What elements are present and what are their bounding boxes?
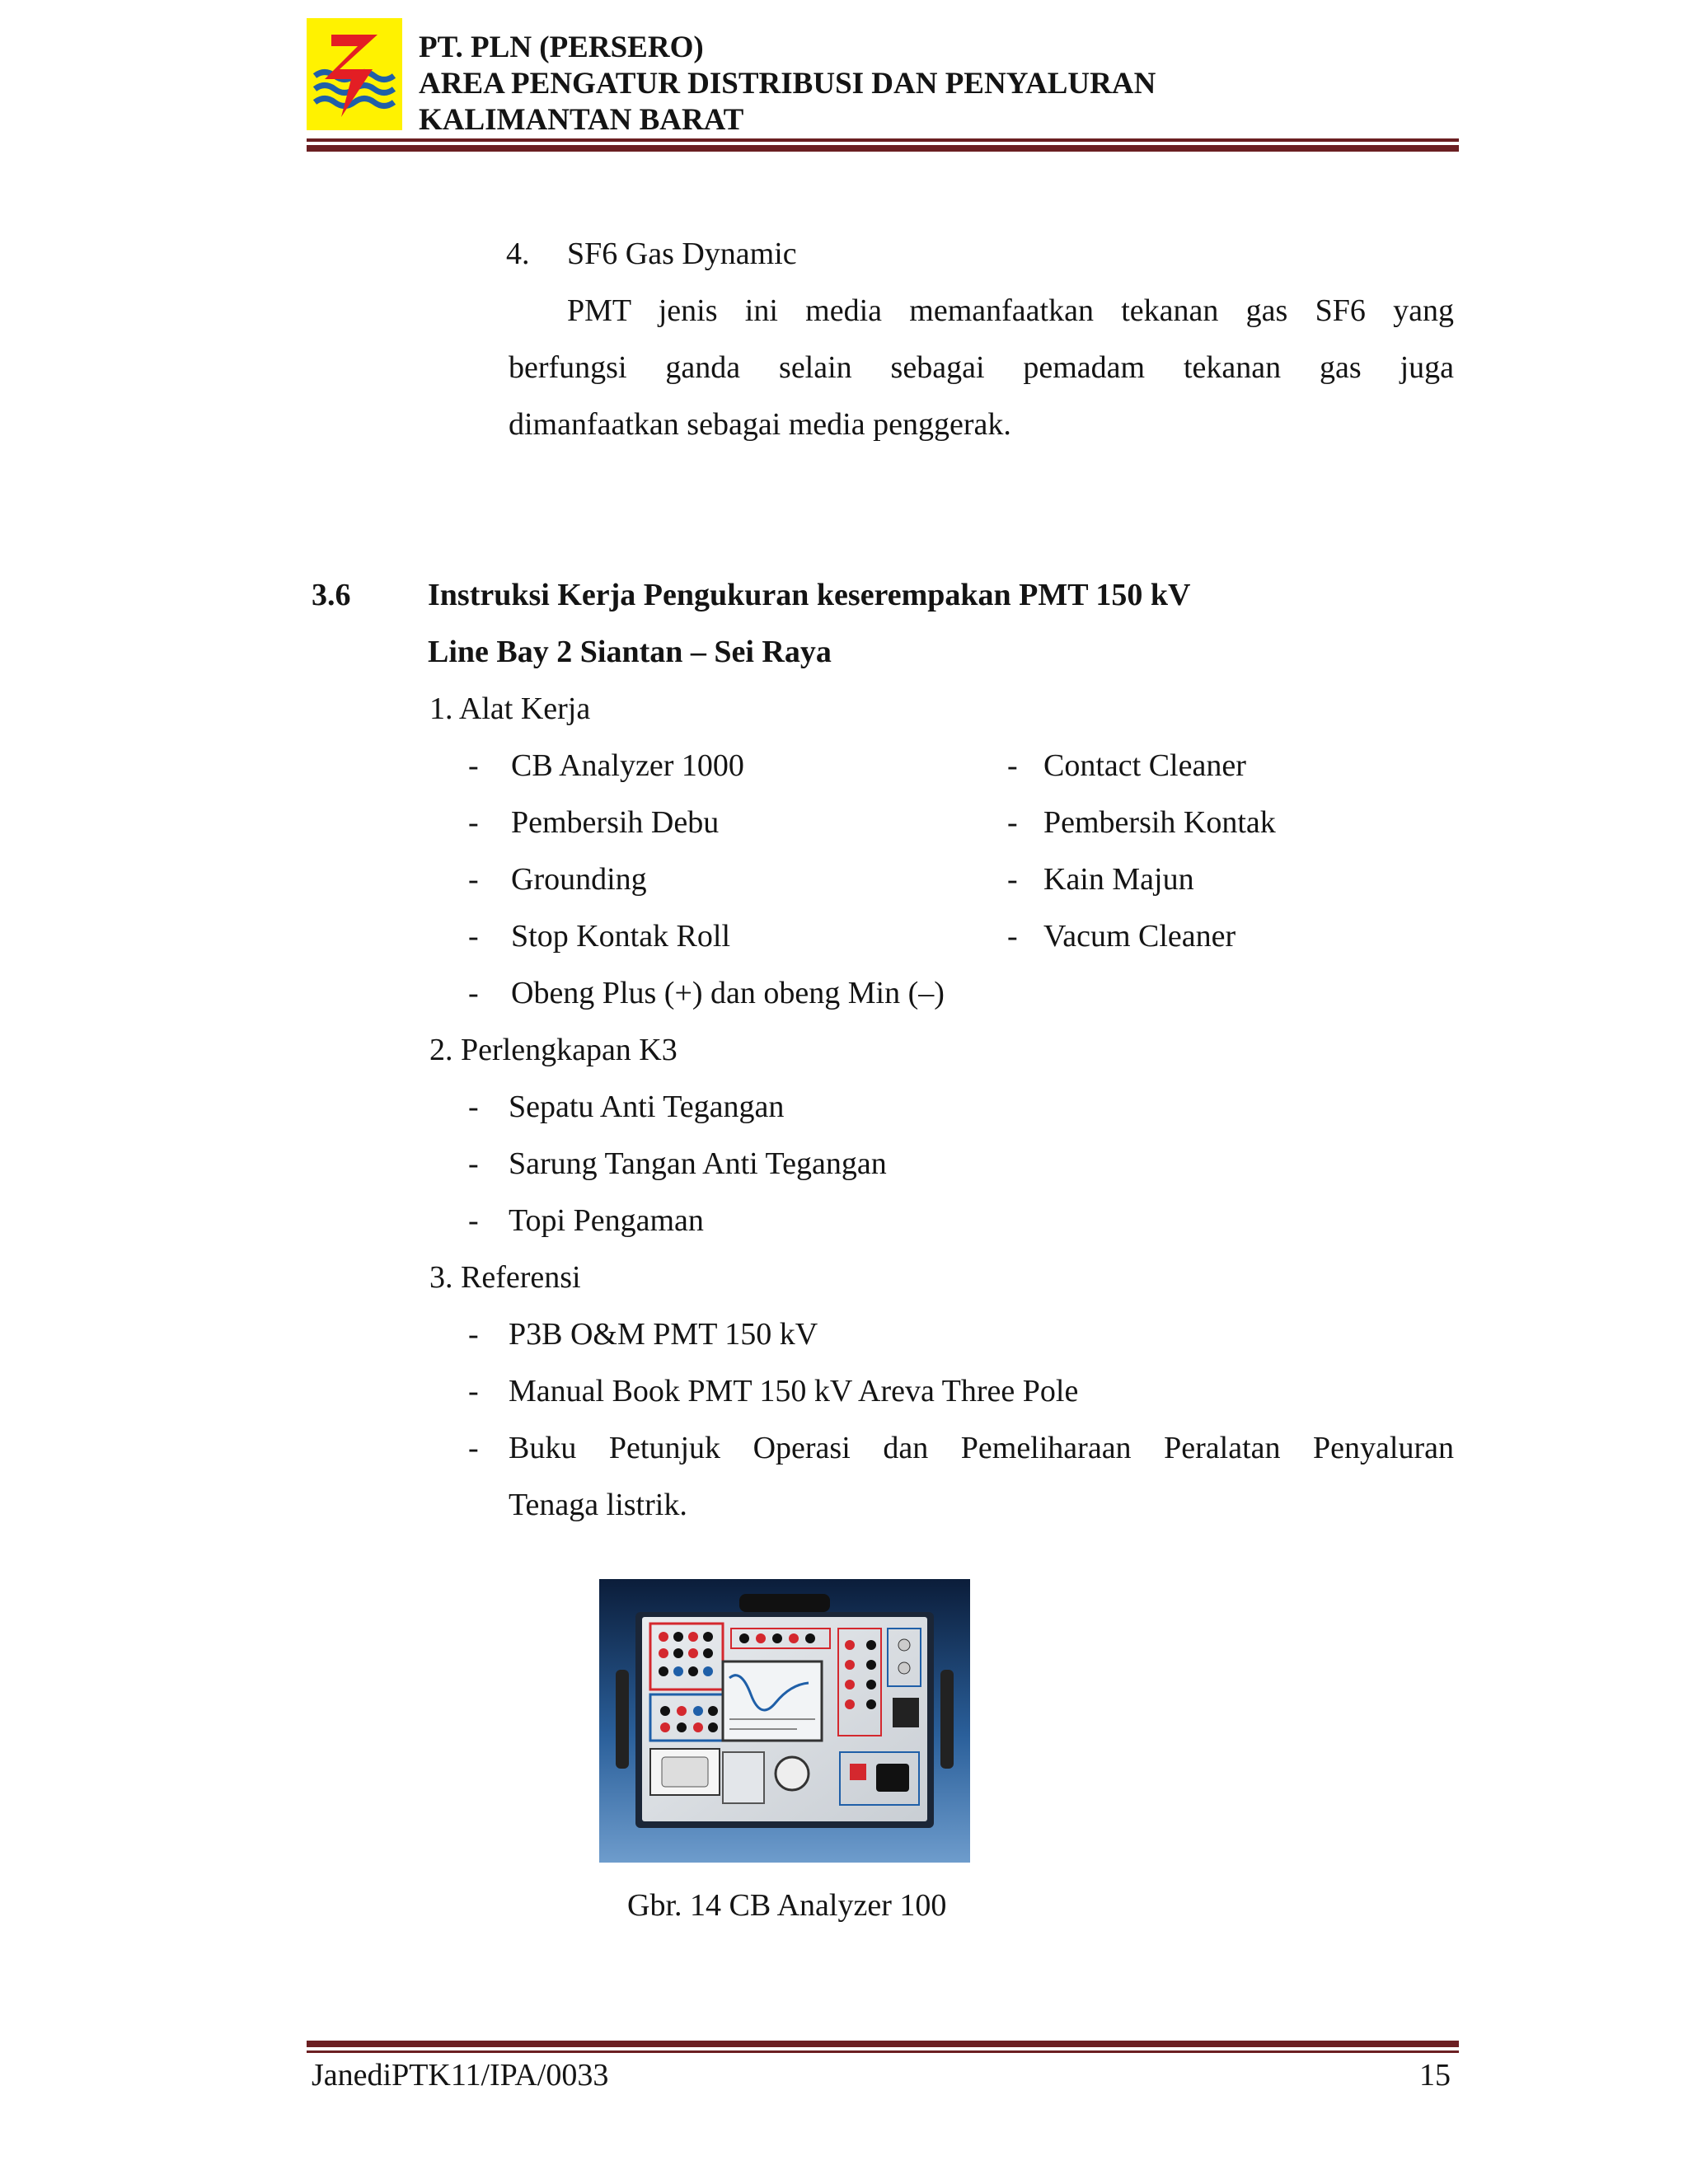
referensi-item-3-line2: Tenaga listrik.	[509, 1488, 687, 1522]
cb-analyzer-photo	[599, 1579, 970, 1863]
list-dash: -	[468, 976, 479, 1010]
alat-kerja-left-item: Obeng Plus (+) dan obeng Min (–)	[511, 976, 945, 1010]
list-dash: -	[468, 1431, 479, 1465]
header-rule-bottom	[307, 145, 1459, 152]
sf6-number: 4.	[506, 237, 530, 271]
figure-caption: Gbr. 14 CB Analyzer 100	[627, 1888, 947, 1923]
sf6-para-line3: dimanfaatkan sebagai media penggerak.	[509, 407, 1011, 442]
sf6-para-line1: PMT jenis ini media memanfaatkan tekanan gas SF6 yang	[567, 293, 1454, 328]
sf6-para-line2: berfungsi ganda selain sebagai pemadam tekanan gas juga	[509, 350, 1454, 385]
referensi-item: Manual Book PMT 150 kV Areva Three Pole	[509, 1374, 1079, 1408]
list-dash: -	[1007, 919, 1018, 954]
list-dash: -	[1007, 862, 1018, 897]
company-name: PT. PLN (PERSERO)	[419, 30, 704, 64]
list-dash: -	[468, 1203, 479, 1238]
list-dash: -	[468, 1317, 479, 1352]
list-dash: -	[468, 1146, 479, 1181]
alat-kerja-right-item: Contact Cleaner	[1043, 748, 1246, 783]
list-dash: -	[468, 862, 479, 897]
k3-item: Sepatu Anti Tegangan	[509, 1090, 785, 1124]
page-number: 15	[1419, 2058, 1451, 2093]
sf6-title: SF6 Gas Dynamic	[567, 237, 797, 271]
list-dash: -	[468, 805, 479, 840]
region-name: KALIMANTAN BARAT	[419, 103, 744, 137]
alat-kerja-left-item: CB Analyzer 1000	[511, 748, 744, 783]
list-dash: -	[468, 1374, 479, 1408]
pln-lightning-logo-icon	[307, 18, 402, 130]
referensi-item-3-line1: Buku Petunjuk Operasi dan Pemeliharaan Peralatan Penyaluran	[509, 1431, 1454, 1465]
referensi-heading: 3. Referensi	[429, 1260, 581, 1295]
header-rule-top	[307, 138, 1459, 142]
alat-kerja-right-item: Kain Majun	[1043, 862, 1194, 897]
k3-heading: 2. Perlengkapan K3	[429, 1033, 678, 1067]
list-dash: -	[1007, 805, 1018, 840]
alat-kerja-left-item: Pembersih Debu	[511, 805, 720, 840]
list-dash: -	[468, 1090, 479, 1124]
k3-item: Sarung Tangan Anti Tegangan	[509, 1146, 887, 1181]
section-title-line2: Line Bay 2 Siantan – Sei Raya	[428, 635, 832, 669]
cb-analyzer-device-image	[599, 1579, 970, 1863]
list-dash: -	[468, 919, 479, 954]
pln-logo	[307, 18, 402, 130]
alat-kerja-right-item: Pembersih Kontak	[1043, 805, 1276, 840]
area-name: AREA PENGATUR DISTRIBUSI DAN PENYALURAN	[419, 67, 1156, 101]
alat-kerja-left-item: Stop Kontak Roll	[511, 919, 731, 954]
list-dash: -	[468, 748, 479, 783]
alat-kerja-heading: 1. Alat Kerja	[429, 691, 591, 726]
alat-kerja-left-item: Grounding	[511, 862, 647, 897]
alat-kerja-right-item: Vacum Cleaner	[1043, 919, 1236, 954]
list-dash: -	[1007, 748, 1018, 783]
k3-item: Topi Pengaman	[509, 1203, 704, 1238]
footer-doc-id: JanediPTK11/IPA/0033	[312, 2058, 609, 2093]
footer-rule-top	[307, 2041, 1459, 2047]
section-title-line1: Instruksi Kerja Pengukuran keserempakan PMT 150 kV	[428, 578, 1191, 612]
section-number: 3.6	[312, 578, 351, 612]
footer-rule-bottom	[307, 2050, 1459, 2053]
referensi-item: P3B O&M PMT 150 kV	[509, 1317, 818, 1352]
